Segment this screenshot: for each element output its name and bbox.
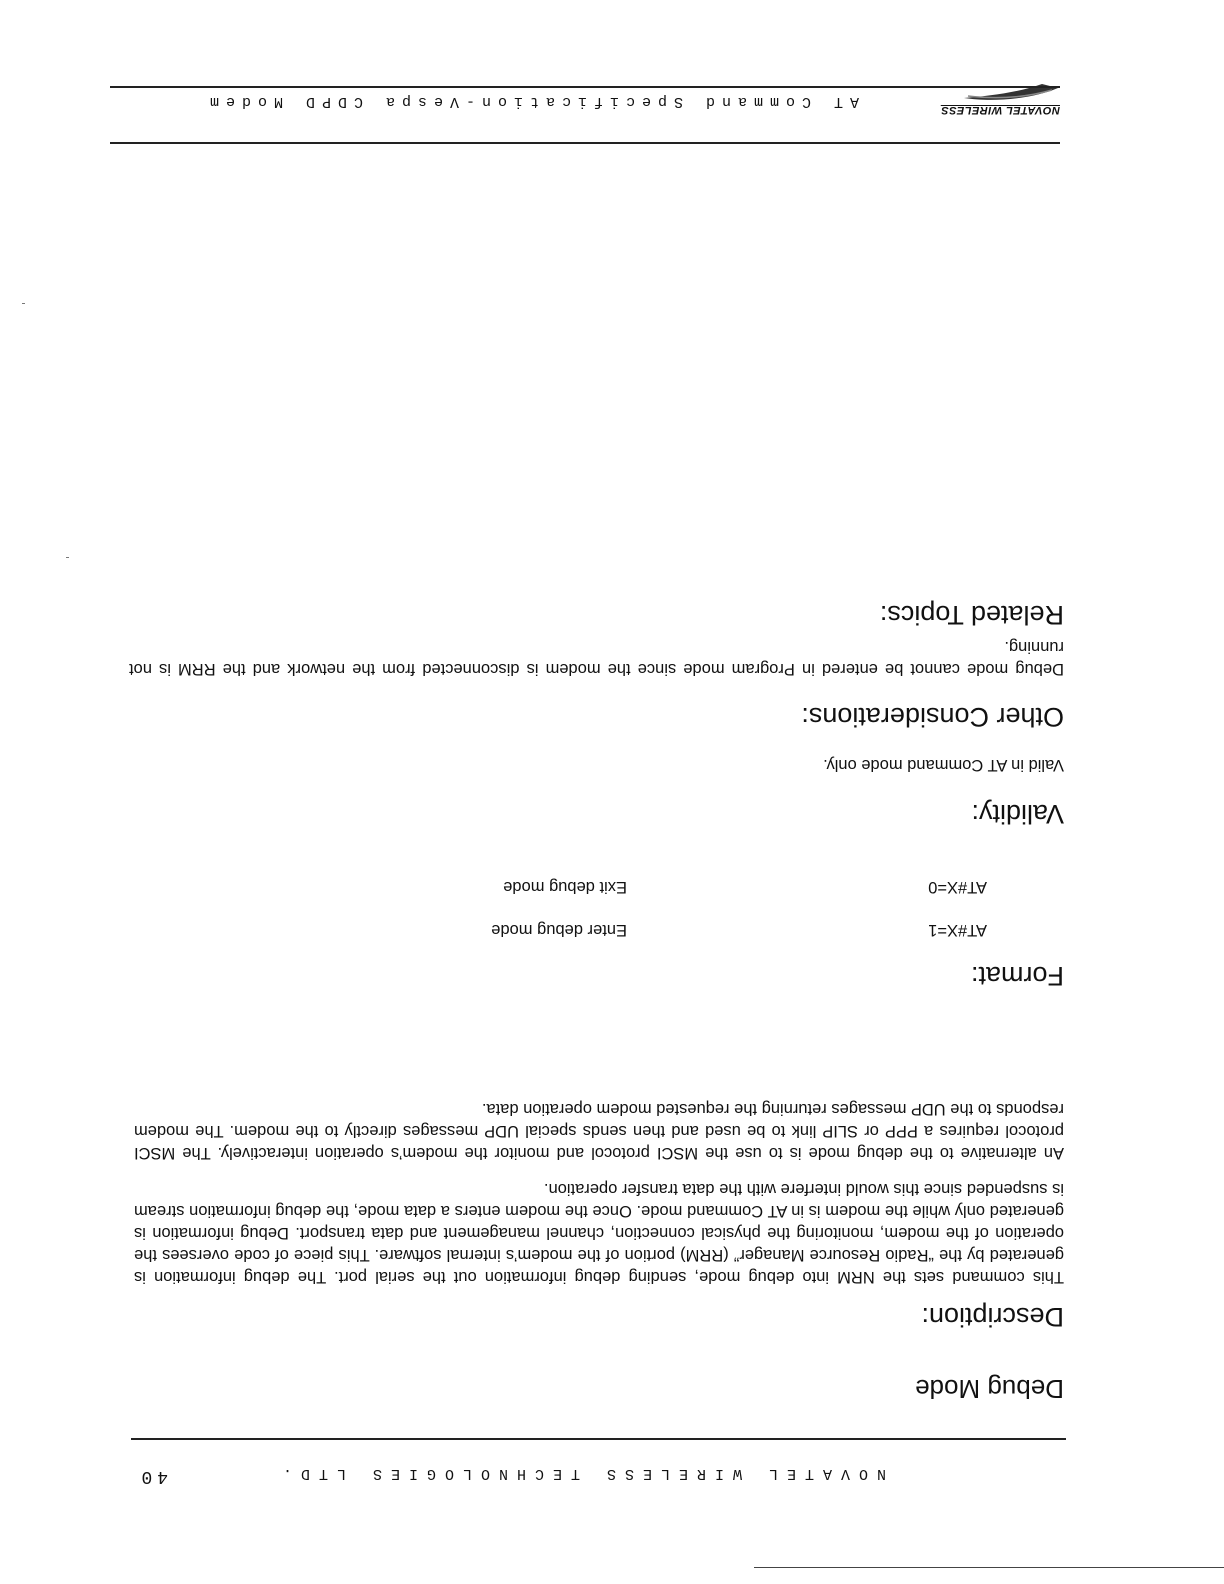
header-doc-title: AT Command Specification-Vespa CDPD Modem — [202, 93, 859, 110]
scan-speck — [66, 557, 69, 558]
description-body — [134, 1098, 1064, 1288]
header-rule-bottom — [110, 86, 1060, 88]
page-number: 40 — [136, 1466, 168, 1486]
description-heading: Description: — [921, 1302, 1064, 1332]
header-rule-top — [110, 142, 1060, 144]
scan-edge-line — [754, 1567, 1224, 1568]
description-paragraph-1: This command sets the NRM into debug mode, sending debug information out the serial port. The debug information is generated by the “Radio Resource Manager” (RRM) portion of the modem’s internal software. This piece of code oversees the operation of the modem, monitoring the physical connection, channel management and data transport. Debug information is generated only while the modem is in AT Command mode. Once the modem enters a data mode, the debug information stream is suspended since this would interfere with the data transfer operation. — [134, 1180, 1064, 1286]
format-description-2: Exit debug mode — [503, 878, 627, 896]
page-title: Debug Mode — [915, 1374, 1064, 1404]
footer-rule — [131, 1438, 1066, 1440]
format-command-1: AT#X=1 — [928, 921, 987, 939]
description-paragraph-2: An alternative to the debug mode is to use the MSCI protocol and monitor the modem’s operation interactively. The MSCI protocol requires a PPP or SLIP link to be used and then sends special UDP messages directly to the modem. The modem responds to the UDP messages returning the requested modem operation data. — [134, 1100, 1064, 1162]
company-logo — [941, 77, 1060, 116]
other-considerations-heading: Other Considerations: — [801, 702, 1064, 732]
format-command-2: AT#X=0 — [928, 878, 987, 896]
logo-swoosh-icon — [962, 82, 1060, 102]
footer-company: NOVATEL WIRELESS TECHNOLOGIES LTD. — [273, 1465, 886, 1482]
other-considerations-text: Debug mode cannot be entered in Program mode since the modem is disconnected from the network and the RRM is not running. — [129, 638, 1064, 678]
validity-text: Valid in AT Command mode only. — [823, 756, 1064, 774]
related-topics-heading: Related Topics: — [879, 600, 1064, 630]
scan-speck — [22, 303, 25, 304]
validity-heading: Validity: — [971, 799, 1064, 829]
format-description-1: Enter debug mode — [491, 921, 627, 939]
format-heading: Format: — [970, 961, 1064, 991]
logo-wordmark: NOVATEL WIRELESS — [940, 104, 1060, 116]
